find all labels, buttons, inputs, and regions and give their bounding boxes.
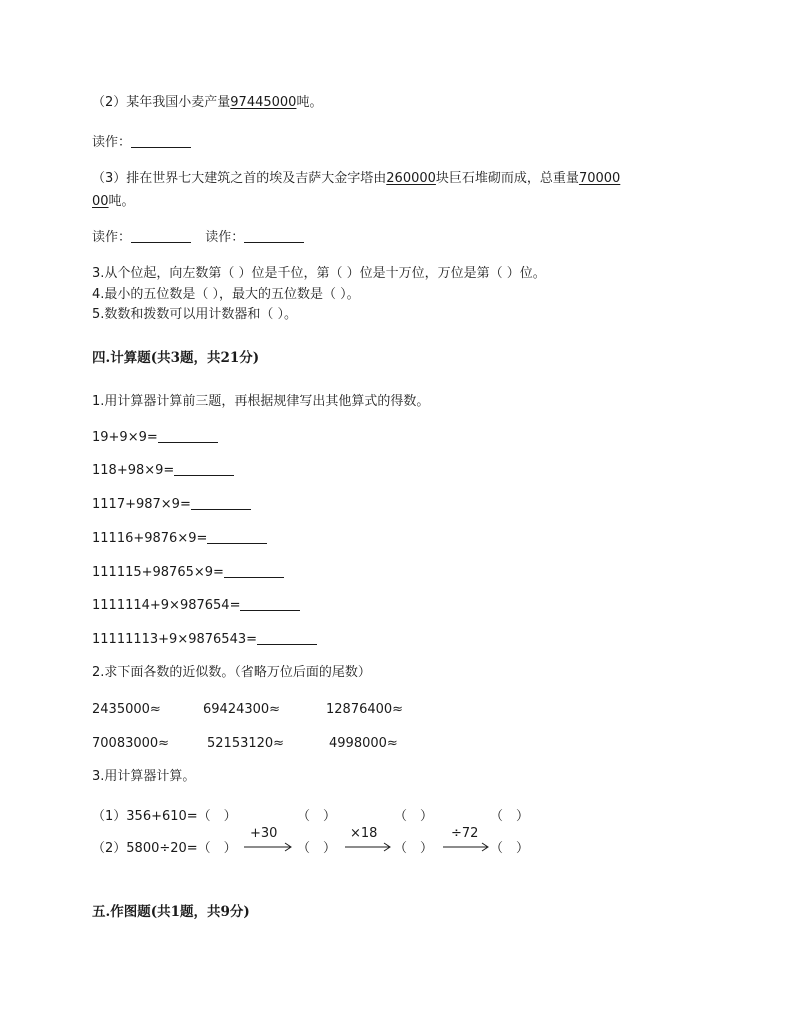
chain-paren: （ ） [297, 809, 337, 824]
equation-row [92, 530, 267, 548]
equation-text: 118+98×9= [92, 463, 175, 478]
read-label: 读作： [92, 230, 132, 245]
answer-blank[interactable] [257, 631, 317, 645]
approx-item: 2435000≈ [92, 702, 161, 717]
equation-text: 11111113+9×9876543= [92, 632, 258, 647]
approx-item: 69424300≈ [203, 702, 281, 717]
equation-row [92, 597, 300, 615]
chain-paren: （ ） [490, 841, 530, 856]
right-arrow-icon [443, 842, 491, 852]
fill-item-3: 3.从个位起，向左数第（ ）位是千位，第（ ）位是十万位，万位是第（ ）位。 [92, 266, 546, 281]
q3-middle: 块巨石堆砌而成，总重量 [435, 171, 579, 186]
q3-prefix: （3）排在世界七大建筑之首的埃及吉萨大金字塔由 [92, 171, 387, 186]
q2-prefix: （2）某年我国小麦产量 [92, 95, 231, 110]
answer-blank[interactable] [131, 134, 191, 148]
answer-blank[interactable] [191, 496, 251, 510]
approx-item: 12876400≈ [326, 702, 404, 717]
answer-blank[interactable] [158, 429, 218, 443]
section-4-title: 四.计算题(共3题，共21分) [92, 350, 260, 366]
equation-row [92, 496, 251, 514]
approx-item: 52153120≈ [207, 736, 285, 751]
chain-row2-expression: （2）5800÷20=（ ） [92, 841, 237, 856]
q2-suffix: 吨。 [296, 95, 323, 110]
right-arrow-icon [345, 842, 393, 852]
answer-blank[interactable] [131, 229, 191, 243]
read-label: 读作： [205, 230, 245, 245]
equation-row [92, 462, 234, 480]
equation-row [92, 564, 284, 582]
calc-2-prompt: 2.求下面各数的近似数。（省略万位后面的尾数） [92, 665, 371, 680]
equation-row [92, 429, 218, 447]
calc-1-prompt: 1.用计算器计算前三题，再根据规律写出其他算式的得数。 [92, 394, 430, 409]
answer-blank[interactable] [224, 564, 284, 578]
approx-item: 4998000≈ [329, 736, 398, 751]
equation-text: 1117+987×9= [92, 497, 191, 512]
read-label: 读作： [92, 135, 132, 150]
q3-number2-part-b: 00 [92, 194, 109, 209]
equation-text: 11116+9876×9= [92, 531, 208, 546]
answer-blank[interactable] [174, 462, 234, 476]
q2-answer-line [92, 134, 191, 152]
q3-number1: 260000 [386, 171, 436, 186]
fill-item-4: 4.最小的五位数是（ ），最大的五位数是（ ）。 [92, 287, 360, 302]
answer-blank[interactable] [244, 229, 304, 243]
question-2 [92, 94, 322, 112]
calc-3-prompt: 3.用计算器计算。 [92, 769, 196, 784]
answer-blank[interactable] [240, 597, 300, 611]
chain-paren: （ ） [490, 809, 530, 824]
op-label: ×18 [350, 826, 378, 841]
equation-text: 19+9×9= [92, 430, 158, 445]
q2-number: 97445000 [230, 95, 297, 110]
q3-number2-part-a: 70000 [578, 171, 621, 186]
q3-suffix: 吨。 [108, 194, 135, 209]
chain-paren: （ ） [297, 841, 337, 856]
chain-paren: （ ） [394, 809, 434, 824]
equation-text: 111115+98765×9= [92, 565, 224, 580]
right-arrow-icon [244, 842, 294, 852]
chain-row1-expression: （1）356+610=（ ） [92, 809, 237, 824]
question-3-line1 [92, 170, 620, 188]
question-3-line2 [92, 193, 135, 211]
equation-row [92, 631, 317, 649]
approx-item: 70083000≈ [92, 736, 170, 751]
equation-text: 1111114+9×987654= [92, 598, 241, 613]
section-5-title: 五.作图题(共1题，共9分) [92, 904, 250, 920]
op-label: +30 [250, 826, 278, 841]
op-label: ÷72 [451, 826, 479, 841]
fill-item-5: 5.数数和拨数可以用计数器和（ ）。 [92, 307, 298, 322]
q3-answer-line [92, 229, 304, 247]
chain-paren: （ ） [394, 841, 434, 856]
answer-blank[interactable] [207, 530, 267, 544]
